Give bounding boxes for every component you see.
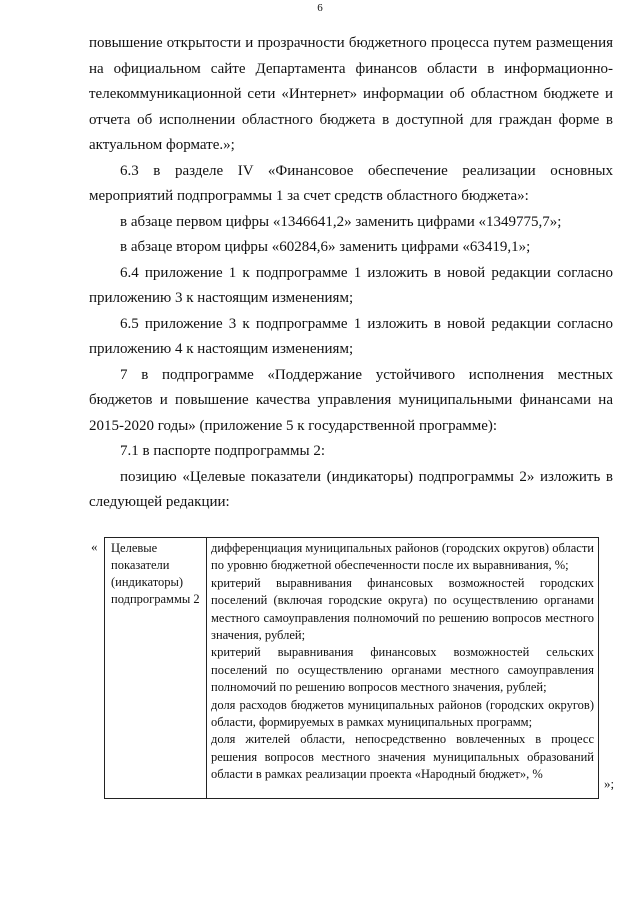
page-number: 6 xyxy=(317,2,323,14)
paragraph-second-abzac: в абзаце втором цифры «60284,6» заменить цифрами «63419,1»; xyxy=(120,239,531,255)
indicator-item: доля жителей области, непосредственно вовлеченных в процесс решения вопросов местного значения муниципальных образований области в рамках реализации проекта «Народный бюджет», % xyxy=(211,732,594,782)
paragraph-6-4: 6.4 приложение 1 к подпрограмме 1 изложить в новой редакции согласно приложению 3 к настоящим изменениям; xyxy=(89,264,613,306)
indicators-table xyxy=(104,537,599,799)
paragraph-continuation: повышение открытости и прозрачности бюджетного процесса путем размещения на официальном сайте Департамента финансов области в информационно-телекоммуникационной сети «Интернет» информации об областном бюджете и отчета об исполнении областного бюджета в доступной для граждан форме в актуальном формате.»; xyxy=(89,35,613,153)
document-body xyxy=(89,31,613,516)
table-value-cell xyxy=(207,538,598,798)
paragraph-position: позицию «Целевые показатели (индикаторы) подпрограммы 2» изложить в следующей редакции: xyxy=(89,468,613,510)
paragraph-6-5: 6.5 приложение 3 к подпрограмме 1 изложить в новой редакции согласно приложению 4 к настоящим изменениям; xyxy=(89,315,613,357)
indicator-item: критерий выравнивания финансовых возможностей городских поселений (включая городские округа) по осуществлению органами местного самоуправления полномочий по решению вопросов местного значения, рублей; xyxy=(211,575,594,643)
paragraph-first-abzac: в абзаце первом цифры «1346641,2» заменить цифрами «1349775,7»; xyxy=(120,213,562,230)
indicator-item: критерий выравнивания финансовых возможностей сельских поселений по осуществлению органами местного самоуправления полномочий по решению вопросов местного значения, рублей; xyxy=(211,645,594,695)
indicator-item: доля расходов бюджетов муниципальных районов (городских округов) области, формируемых в рамках муниципальных программ; xyxy=(211,697,594,730)
paragraph-7: 7 в подпрограмме «Поддержание устойчивого исполнения местных бюджетов и повышение качества управления муниципальными финансами на 2015-2020 годы» (приложение 5 к государственной программе): xyxy=(89,366,613,434)
paragraph-6-3: 6.3 в разделе IV «Финансовое обеспечение реализации основных мероприятий подпрограммы 1 за счет средств областного бюджета»: xyxy=(89,162,613,204)
indicator-item: дифференциация муниципальных районов (городских округов) области по уровню бюджетной обеспеченности после их выравнивания, %; xyxy=(211,541,594,573)
table-open-quote: « xyxy=(91,539,98,554)
paragraph-7-1: 7.1 в паспорте подпрограммы 2: xyxy=(120,443,326,459)
table-close-quote: »; xyxy=(604,776,615,791)
table-label-cell: Целевые показатели (индикаторы) подпрограммы 2 xyxy=(105,538,207,798)
